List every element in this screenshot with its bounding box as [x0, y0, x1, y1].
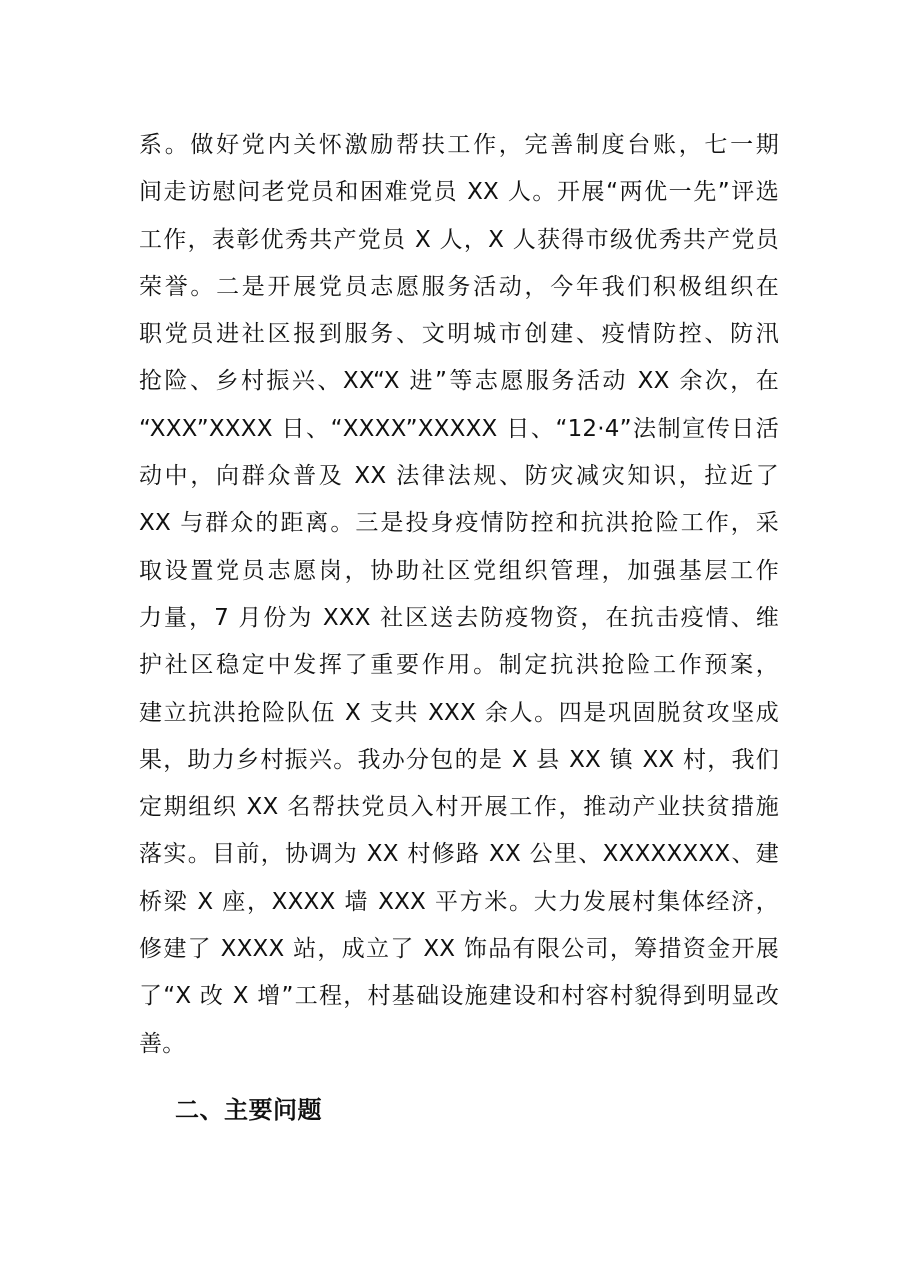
- paragraph-line: 果，助力乡村振兴。我办分包的是 X 县 XX 镇 XX 村，我们: [139, 746, 779, 773]
- paragraph-line: 力量，7 月份为 XXX 社区送去防疫物资，在抗击疫情、维: [139, 604, 779, 631]
- paragraph-line: 取设置党员志愿岗，协助社区党组织管理，加强基层工作: [139, 557, 779, 584]
- paragraph-line: 荣誉。二是开展党员志愿服务活动，今年我们积极组织在: [139, 273, 779, 300]
- paragraph-line: 抢险、乡村振兴、XX“X 进”等志愿服务活动 XX 余次，在: [139, 368, 779, 395]
- paragraph-line: 桥梁 X 座，XXXX 墙 XXX 平方米。大力发展村集体经济，: [139, 888, 779, 915]
- section-heading: 二、主要问题: [175, 1096, 322, 1124]
- body-paragraph: [139, 122, 779, 1068]
- paragraph-line: XX 与群众的距离。三是投身疫情防控和抗洪抢险工作，采: [139, 510, 779, 537]
- paragraph-line: 了“X 改 X 增”工程，村基础设施建设和村容村貌得到明显改: [139, 983, 779, 1010]
- paragraph-line: 动中，向群众普及 XX 法律法规、防灾减灾知识，拉近了: [139, 463, 779, 490]
- paragraph-line: “XXX”XXXX 日、“XXXX”XXXXX 日、“12·4”法制宣传日活: [139, 415, 779, 442]
- paragraph-line: 修建了 XXXX 站，成立了 XX 饰品有限公司，筹措资金开展: [139, 936, 779, 963]
- paragraph-line: 间走访慰问老党员和困难党员 XX 人。开展“两优一先”评选: [139, 179, 779, 206]
- paragraph-line: 系。做好党内关怀激励帮扶工作，完善制度台账，七一期: [139, 132, 779, 158]
- paragraph-line: 工作，表彰优秀共产党员 X 人，X 人获得市级优秀共产党员: [139, 226, 779, 253]
- paragraph-line: 职党员进社区报到服务、文明城市创建、疫情防控、防汛: [139, 321, 779, 348]
- paragraph-line: 善。: [139, 1030, 186, 1057]
- paragraph-line: 落实。目前，协调为 XX 村修路 XX 公里、XXXXXXXX、建: [139, 841, 779, 868]
- paragraph-line: 护社区稳定中发挥了重要作用。制定抗洪抢险工作预案，: [139, 652, 779, 679]
- paragraph-line: 定期组织 XX 名帮扶党员入村开展工作，推动产业扶贫措施: [139, 794, 779, 821]
- paragraph-line: 建立抗洪抢险队伍 X 支共 XXX 余人。四是巩固脱贫攻坚成: [139, 699, 779, 726]
